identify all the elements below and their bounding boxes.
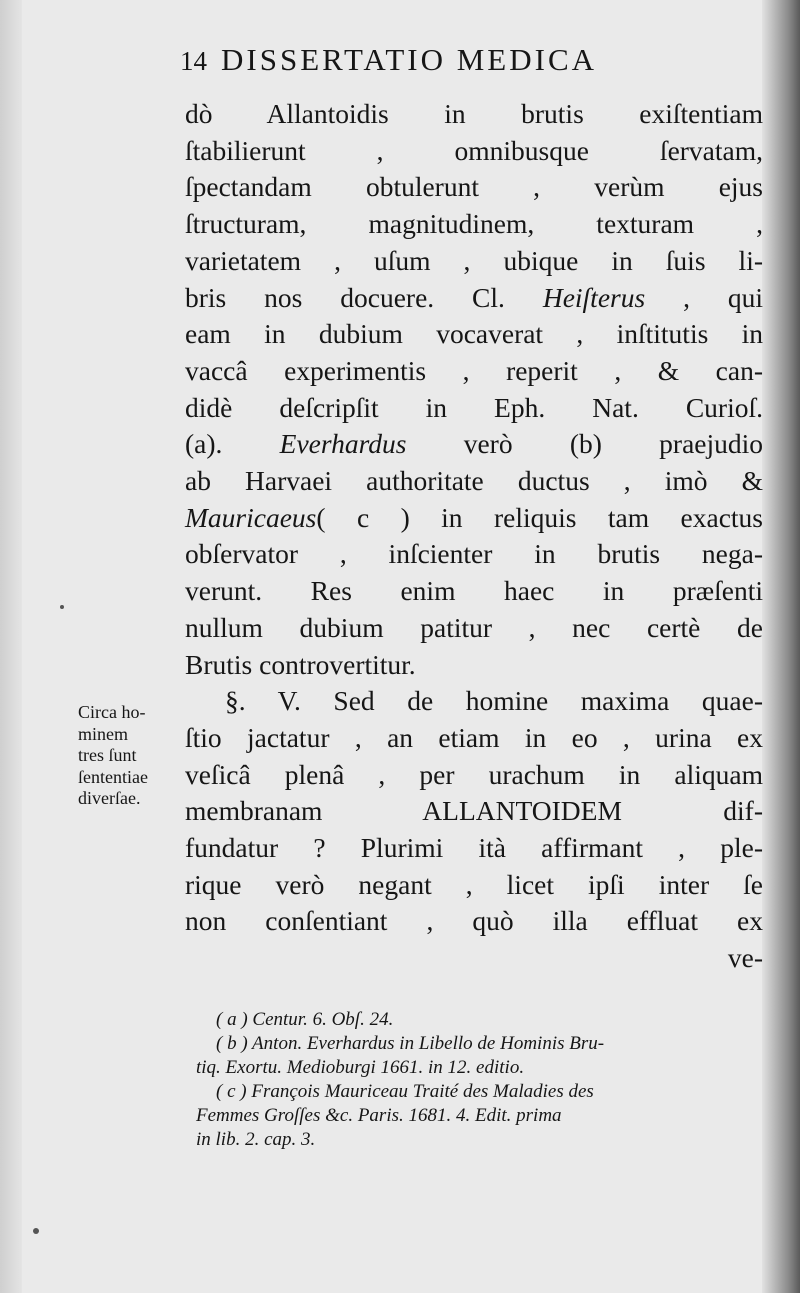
text-segment: , qui	[683, 281, 764, 313]
text-segment: verò (b)	[463, 428, 602, 460]
footnote-continuation: tiq. Exortu. Medioburgi 1661. in 12. editio.	[196, 1057, 525, 1078]
margin-note	[78, 702, 188, 810]
text-line: eam in dubium vocaverat , inſtitutis in	[185, 318, 763, 350]
margin-note-line: tres ſunt	[78, 745, 137, 765]
ink-speck	[33, 1228, 39, 1234]
text-segment: in reliquis tam exactus	[441, 501, 764, 533]
footnote: ( b ) Anton. Everhardus in Libello de Hominis Bru-	[216, 1033, 605, 1054]
footnote: ( a ) Centur. 6. Obſ. 24.	[216, 1009, 394, 1030]
text-line: verunt. Res enim haec in præſenti	[185, 575, 763, 607]
section-heading-line: §. V. Sed de homine maxima quae-	[225, 685, 763, 717]
text-line: fundatur ? Plurimi ità affirmant , ple-	[185, 832, 763, 864]
page-number: 14	[180, 46, 207, 76]
running-title: DISSERTATIO MEDICA	[221, 42, 598, 77]
text-line: varietatem , uſum , ubique in ſuis li-	[185, 244, 763, 276]
text-line: ſtabilierunt , omnibusque ſervatam,	[185, 134, 763, 166]
footnote-continuation: in lib. 2. cap. 3.	[196, 1129, 316, 1150]
page-edge-shadow	[762, 0, 800, 1293]
running-header	[180, 42, 770, 78]
text-line: non conſentiant , quò illa effluat ex	[185, 905, 763, 937]
text-line: dò Allantoidis in brutis exiſtentiam	[185, 98, 763, 129]
catchword: ve-	[727, 942, 763, 974]
text-line	[185, 426, 763, 463]
text-line: Brutis controvertitur.	[185, 648, 416, 680]
text-line: ſtructuram, magnitudinem, texturam ,	[185, 208, 763, 240]
author-name: Mauricaeus	[185, 501, 317, 533]
footnote: ( c ) François Mauriceau Traité des Maladies des	[216, 1081, 594, 1102]
body-text	[185, 96, 763, 977]
text-line	[185, 500, 763, 537]
footnotes	[196, 1008, 766, 1152]
margin-note-line: minem	[78, 723, 128, 744]
page-gutter-shadow	[0, 0, 22, 1293]
footnote-ref: (a).	[185, 428, 223, 460]
author-name: Heiſterus	[542, 281, 646, 313]
text-line: vaccâ experimentis , reperit , & can-	[185, 354, 763, 386]
text-segment: praejudio	[659, 428, 764, 460]
text-line: membranam ALLANTOIDEM dif-	[185, 795, 763, 827]
ink-speck	[60, 605, 64, 609]
margin-note-line: Circa ho-	[78, 702, 146, 722]
margin-note-line: ſententiae	[78, 766, 148, 787]
text-segment: bris nos docuere. Cl.	[185, 281, 505, 313]
text-line: didè deſcripſit in Eph. Nat. Curioſ.	[185, 391, 763, 423]
footnote-continuation: Femmes Groſſes &c. Paris. 1681. 4. Edit. prima	[196, 1105, 562, 1126]
text-line: veſicâ plenâ , per urachum in aliquam	[185, 758, 763, 790]
margin-note-line: diverſae.	[78, 788, 141, 808]
text-line: rique verò negant , licet ipſi inter ſe	[185, 868, 763, 900]
text-line: ſpectandam obtulerunt , verùm ejus	[185, 171, 763, 203]
text-line: ab Harvaei authoritate ductus , imò &	[185, 465, 763, 497]
author-name: Everhardus	[279, 428, 407, 460]
footnote-ref: ( c )	[316, 501, 410, 533]
text-line	[185, 280, 763, 317]
text-line: obſervator , inſcienter in brutis nega-	[185, 538, 763, 570]
text-line: ſtio jactatur , an etiam in eo , urina ex	[185, 721, 763, 753]
text-line: nullum dubium patitur , nec certè de	[185, 611, 763, 643]
